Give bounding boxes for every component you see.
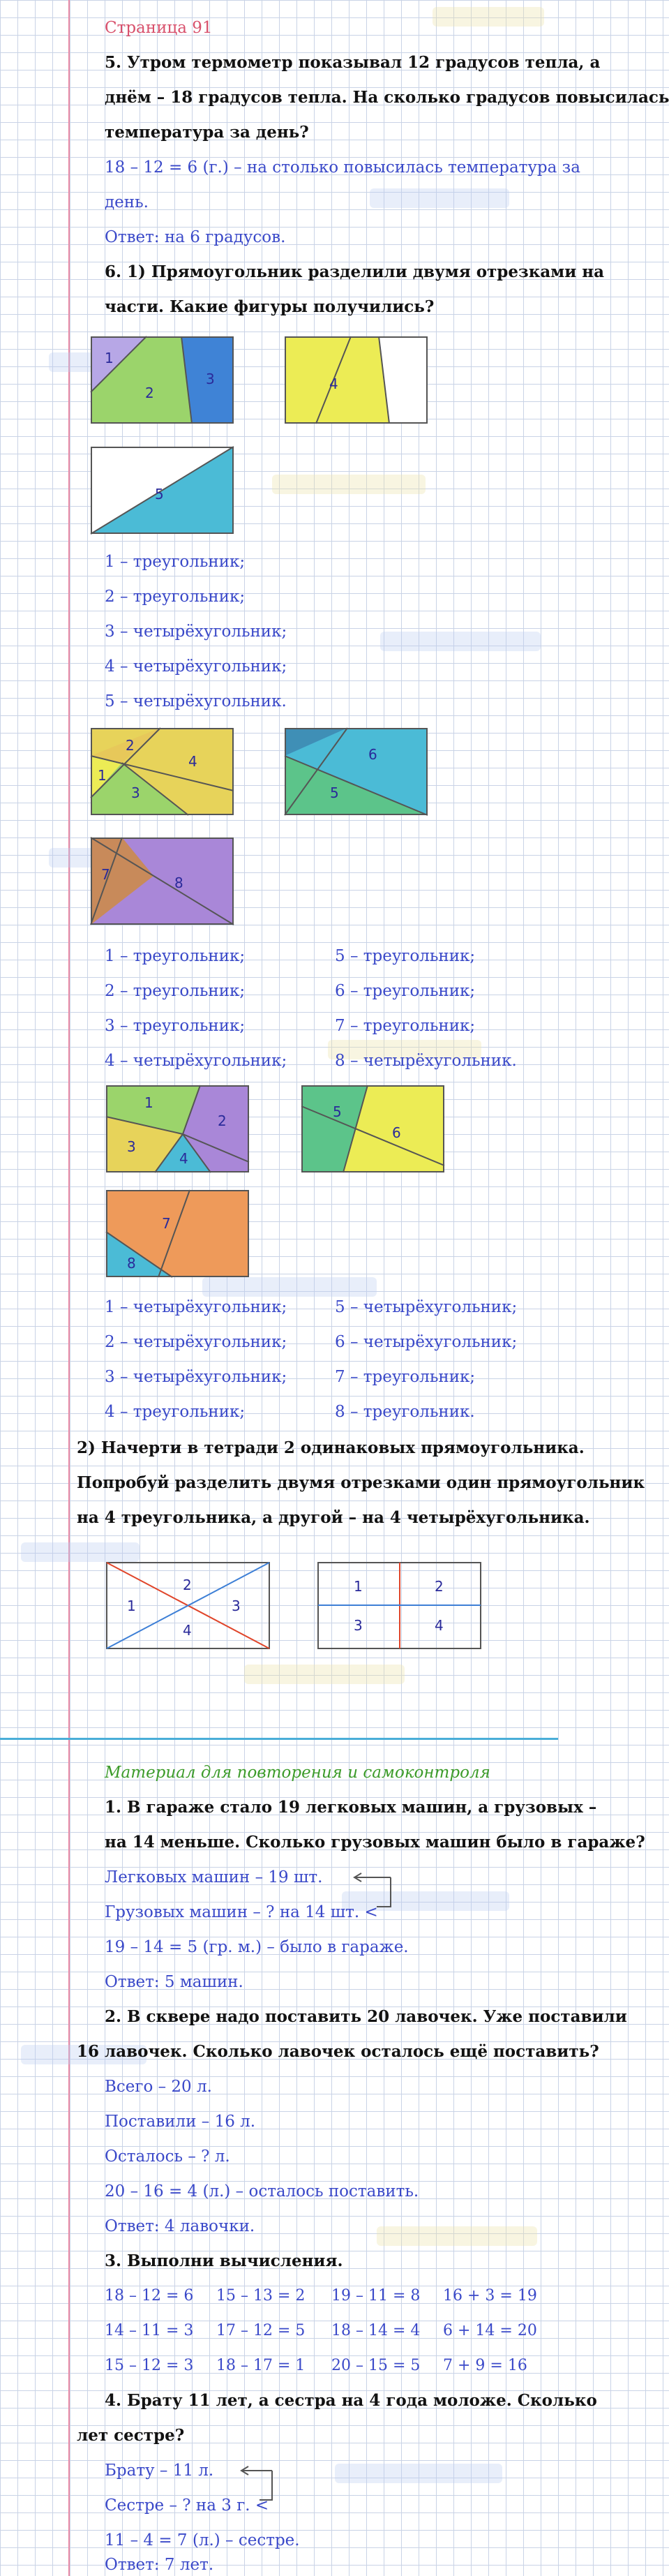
answer-item: 1 – четырёхугольник; bbox=[105, 1298, 287, 1316]
review-task1-line: Легковых машин – 19 шт. bbox=[105, 1868, 323, 1886]
expression: 7 + 9 = 16 bbox=[443, 2357, 527, 2374]
review-task1-line: 19 – 14 = 5 (гр. м.) – было в гараже. bbox=[105, 1938, 409, 1956]
task5-line: температура за день? bbox=[105, 123, 309, 142]
region-label: 1 bbox=[98, 767, 107, 784]
figure-rect-b1 bbox=[91, 728, 234, 815]
watermark bbox=[335, 2464, 502, 2483]
figure-rect-a2 bbox=[285, 336, 428, 424]
task6-question: 6. 1) Прямоугольник разделили двумя отрезками на bbox=[105, 262, 604, 281]
task6-part2-line: Попробуй разделить двумя отрезками один прямоугольник bbox=[77, 1473, 645, 1492]
task5-solution: 18 – 12 = 6 (г.) – на столько повысилась температура за bbox=[105, 158, 580, 177]
answer-item: 1 – треугольник; bbox=[105, 947, 246, 965]
region-label: 4 bbox=[435, 1617, 444, 1634]
review-task3-title: 3. Выполни вычисления. bbox=[105, 2251, 343, 2270]
region-label: 3 bbox=[127, 1138, 136, 1155]
answer-item: 3 – четырёхугольник; bbox=[105, 623, 287, 641]
answer-item: 6 – четырёхугольник; bbox=[335, 1333, 518, 1351]
region-label: 5 bbox=[155, 486, 164, 502]
review-task4-line: Брату – 11 л. bbox=[105, 2462, 214, 2480]
bracket-arrow bbox=[342, 1870, 398, 1912]
region-label: 1 bbox=[127, 1598, 136, 1614]
figure-rect-a3 bbox=[91, 447, 234, 534]
task5-solution: день. bbox=[105, 193, 149, 211]
region-label: 3 bbox=[354, 1617, 363, 1634]
watermark bbox=[380, 632, 541, 651]
review-task2-line: 20 – 16 = 4 (л.) – осталось поставить. bbox=[105, 2182, 419, 2201]
task5-answer: Ответ: на 6 градусов. bbox=[105, 228, 286, 246]
watermark bbox=[244, 1665, 405, 1684]
watermark bbox=[370, 188, 509, 208]
task5-line: днём – 18 градусов тепла. На сколько градусов повысилась bbox=[105, 88, 669, 107]
review-task2-line: Осталось – ? л. bbox=[105, 2147, 230, 2166]
expression: 15 – 13 = 2 bbox=[216, 2287, 306, 2305]
figure-rect-b2 bbox=[285, 728, 428, 815]
task5-line: 5. Утром термометр показывал 12 градусов тепла, а bbox=[105, 53, 601, 72]
expression: 16 + 3 = 19 bbox=[443, 2287, 537, 2305]
watermark bbox=[272, 475, 426, 494]
answer-item: 3 – треугольник; bbox=[105, 1017, 246, 1035]
review-task2-line: Поставили – 16 л. bbox=[105, 2113, 256, 2131]
figure-rect-c1 bbox=[106, 1085, 249, 1172]
review-task4-line: Сестре – ? на 3 г. < bbox=[105, 2496, 269, 2515]
review-task1-answer: Ответ: 5 машин. bbox=[105, 1973, 243, 1991]
task6-part2-line: на 4 треугольника, а другой – на 4 четырёхугольника. bbox=[77, 1508, 590, 1527]
notebook-margin-line bbox=[68, 0, 70, 2576]
review-task4-question: лет сестре? bbox=[77, 2426, 185, 2445]
figure-four-triangles bbox=[106, 1562, 270, 1649]
region-label: 6 bbox=[368, 746, 377, 763]
task6-question: части. Какие фигуры получились? bbox=[105, 297, 435, 316]
watermark bbox=[433, 7, 544, 27]
figure-rect-c3 bbox=[106, 1190, 249, 1277]
region-label: 5 bbox=[333, 1103, 342, 1120]
expression: 18 – 17 = 1 bbox=[216, 2357, 306, 2374]
review-task2-answer: Ответ: 4 лавочки. bbox=[105, 2217, 255, 2235]
answer-item: 8 – треугольник. bbox=[335, 1403, 475, 1421]
answer-item: 4 – треугольник; bbox=[105, 1403, 246, 1421]
figure-rect-b3 bbox=[91, 837, 234, 925]
answer-item: 2 – треугольник; bbox=[105, 982, 246, 1000]
region-label: 8 bbox=[127, 1255, 136, 1272]
figure-four-quadrilaterals bbox=[317, 1562, 481, 1649]
answer-item: 5 – четырёхугольник; bbox=[335, 1298, 518, 1316]
expression: 19 – 11 = 8 bbox=[331, 2287, 421, 2305]
region-label: 3 bbox=[131, 784, 140, 801]
region-label: 4 bbox=[188, 753, 197, 770]
region-label: 6 bbox=[392, 1124, 401, 1141]
answer-item: 4 – четырёхугольник; bbox=[105, 1052, 287, 1070]
region-label: 3 bbox=[232, 1598, 241, 1614]
expression: 18 – 14 = 4 bbox=[331, 2322, 421, 2339]
bracket-arrow bbox=[237, 2464, 279, 2506]
answer-item: 2 – треугольник; bbox=[105, 588, 246, 606]
answer-item: 7 – треугольник; bbox=[335, 1017, 476, 1035]
region-label: 1 bbox=[354, 1578, 363, 1595]
review-task2-question: 16 лавочек. Сколько лавочек осталось ещё поставить? bbox=[77, 2042, 599, 2061]
review-task1-question: 1. В гараже стало 19 легковых машин, а грузовых – bbox=[105, 1798, 597, 1817]
review-task4-line: 11 – 4 = 7 (л.) – сестре. bbox=[105, 2531, 300, 2549]
page-title: Страница 91 bbox=[105, 19, 213, 37]
region-label: 7 bbox=[101, 866, 110, 883]
expression: 15 – 12 = 3 bbox=[105, 2357, 194, 2374]
region-label: 1 bbox=[144, 1094, 153, 1111]
expression: 6 + 14 = 20 bbox=[443, 2322, 537, 2339]
region-label: 4 bbox=[183, 1622, 192, 1639]
region-label: 5 bbox=[330, 784, 339, 801]
region-label: 2 bbox=[126, 737, 135, 754]
review-task2-line: Всего – 20 л. bbox=[105, 2078, 212, 2096]
answer-item: 1 – треугольник; bbox=[105, 553, 246, 571]
expression: 18 – 12 = 6 bbox=[105, 2287, 194, 2305]
answer-item: 7 – треугольник; bbox=[335, 1368, 476, 1386]
answer-item: 8 – четырёхугольник. bbox=[335, 1052, 517, 1070]
review-task2-question: 2. В сквере надо поставить 20 лавочек. Уже поставили bbox=[105, 2007, 627, 2026]
region-label: 2 bbox=[435, 1578, 444, 1595]
expression: 17 – 12 = 5 bbox=[216, 2322, 306, 2339]
review-task4-question: 4. Брату 11 лет, а сестра на 4 года моложе. Сколько bbox=[105, 2391, 597, 2410]
figure-rect-a1 bbox=[91, 336, 234, 424]
answer-item: 4 – четырёхугольник; bbox=[105, 657, 287, 676]
answer-item: 6 – треугольник; bbox=[335, 982, 476, 1000]
review-heading: Материал для повторения и самоконтроля bbox=[105, 1764, 490, 1782]
region-label: 8 bbox=[174, 874, 183, 891]
region-label: 7 bbox=[162, 1215, 171, 1232]
answer-item: 3 – четырёхугольник; bbox=[105, 1368, 287, 1386]
section-divider bbox=[0, 1738, 558, 1740]
review-task1-line: Грузовых машин – ? на 14 шт. < bbox=[105, 1903, 378, 1921]
task6-part2-line: 2) Начерти в тетради 2 одинаковых прямоугольника. bbox=[77, 1438, 585, 1457]
review-task1-question: на 14 меньше. Сколько грузовых машин было в гараже? bbox=[105, 1833, 645, 1852]
answer-item: 5 – треугольник; bbox=[335, 947, 476, 965]
region-label: 1 bbox=[105, 350, 114, 366]
region-label: 2 bbox=[218, 1112, 227, 1129]
expression: 14 – 11 = 3 bbox=[105, 2322, 194, 2339]
expression: 20 – 15 = 5 bbox=[331, 2357, 421, 2374]
review-task4-answer: Ответ: 7 лет. bbox=[105, 2556, 214, 2574]
watermark bbox=[377, 2226, 537, 2246]
answer-item: 2 – четырёхугольник; bbox=[105, 1333, 287, 1351]
region-label: 3 bbox=[206, 371, 215, 387]
region-label: 2 bbox=[183, 1577, 192, 1593]
region-label: 2 bbox=[145, 385, 154, 401]
figure-rect-c2 bbox=[301, 1085, 444, 1172]
region-label: 4 bbox=[179, 1150, 188, 1167]
region-label: 4 bbox=[329, 375, 338, 392]
answer-item: 5 – четырёхугольник. bbox=[105, 692, 287, 710]
watermark bbox=[21, 1542, 140, 1562]
